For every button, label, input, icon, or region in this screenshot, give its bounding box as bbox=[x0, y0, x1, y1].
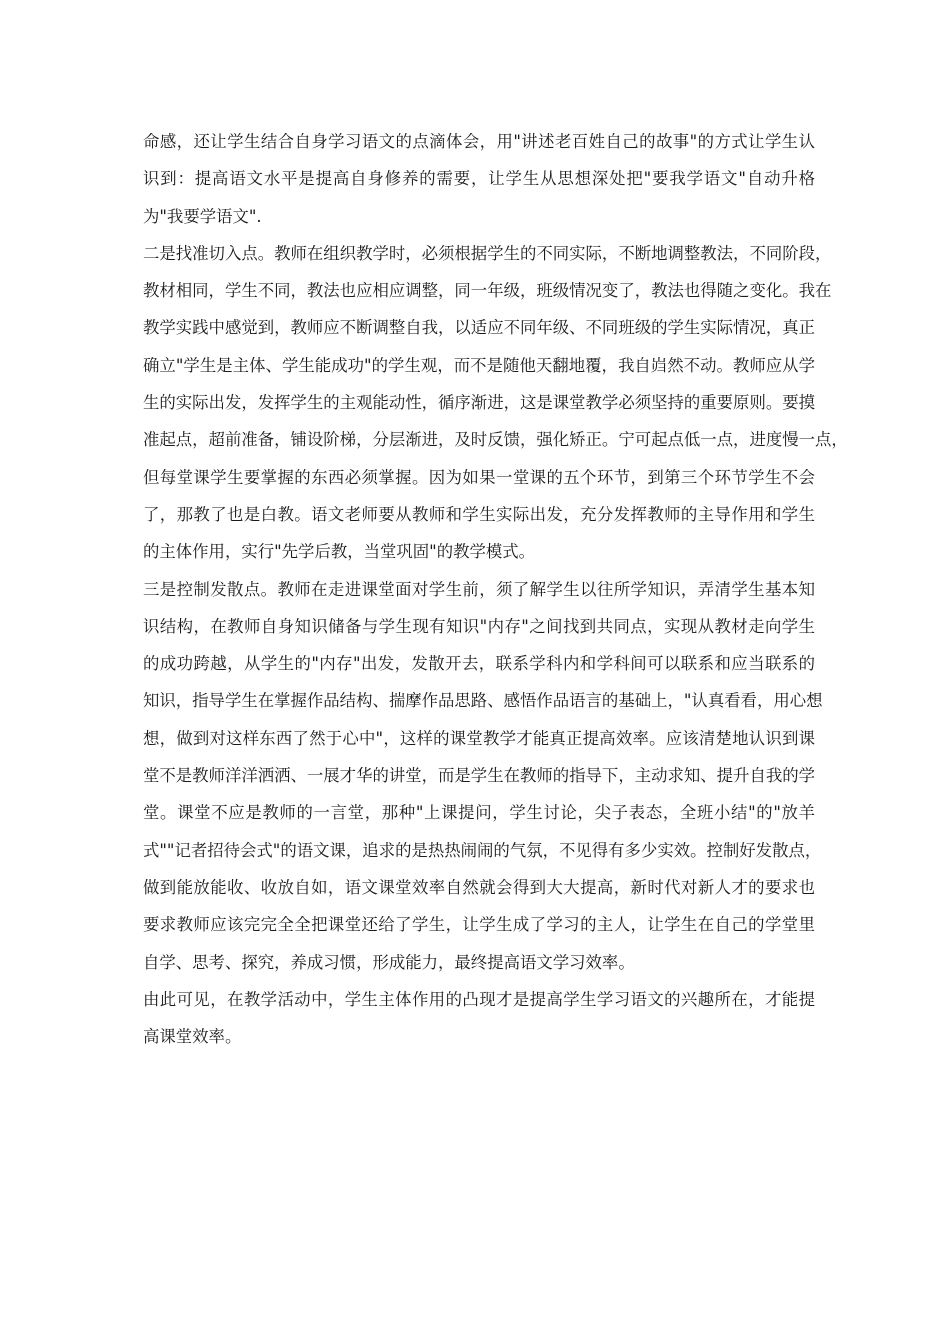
paragraph-divergence-point bbox=[143, 571, 823, 981]
paragraph-entry-point bbox=[143, 235, 848, 571]
text-line: 由此可见，在教学活动中，学生主体作用的凸现才是提高学生学习语文的兴趣所在，才能提 bbox=[143, 989, 815, 1009]
text-line: 想，做到对这样东西了然于心中"，这样的课堂教学才能真正提高效率。应该清楚地认识到课 bbox=[143, 728, 815, 748]
text-line: 做到能放能收、收放自如，语文课堂效率自然就会得到大大提高，新时代对新人才的要求也 bbox=[143, 877, 815, 897]
text-line: 生的实际出发，发挥学生的主观能动性，循序渐进，这是课堂教学必须坚持的重要原则。要摸 bbox=[143, 393, 816, 413]
text-line: 高课堂效率。 bbox=[143, 1027, 242, 1047]
text-line: 的主体作用，实行"先学后教，当堂巩固"的教学模式。 bbox=[143, 542, 536, 562]
text-line: 知识，指导学生在掌握作品结构、揣摩作品思路、感悟作品语言的基础上，"认真看看，用心想 bbox=[143, 691, 823, 711]
paragraph-conclusion bbox=[143, 981, 815, 1056]
text-line: 命感，还让学生结合自身学习语文的点滴体会，用"讲述老百姓自己的故事"的方式让学生认 bbox=[143, 132, 815, 151]
text-line: 堂不是教师洋洋洒洒、一展才华的讲堂，而是学生在教师的指导下，主动求知、提升自我的学 bbox=[143, 766, 816, 786]
text-line: 教学实践中感觉到，教师应不断调整自我，以适应不同年级、不同班级的学生实际情况，真正 bbox=[143, 318, 816, 338]
text-line: 但每堂课学生要掌握的东西必须掌握。因为如果一堂课的五个环节，到第三个环节学生不会 bbox=[143, 467, 815, 487]
text-line: 堂。课堂不应是教师的一言堂，那种"上课提问，学生讨论，尖子表态，全班小结"的"放羊 bbox=[143, 803, 815, 823]
text-line: 要求教师应该完完全全把课堂还给了学生，让学生成了学习的主人，让学生在自己的学堂里 bbox=[143, 915, 815, 935]
text-line: 了，那教了也是白教。语文老师要从教师和学生实际出发，充分发挥教师的主导作用和学生 bbox=[143, 504, 815, 524]
text-line: 准起点，超前准备，铺设阶梯，分层渐进，及时反馈，强化矫正。宁可起点低一点，进度慢一点， bbox=[143, 430, 848, 450]
text-line: 识结构，在教师自身知识储备与学生现有知识"内存"之间找到共同点，实现从教材走向学生 bbox=[143, 616, 815, 636]
text-line: 三是控制发散点。教师在走进课堂面对学生前，须了解学生以往所学知识，弄清学生基本知 bbox=[143, 579, 815, 599]
text-line: 二是找准切入点。教师在组织教学时，必须根据学生的不同实际，不断地调整教法，不同阶段， bbox=[143, 243, 832, 263]
paragraph-intro-continuation bbox=[143, 123, 815, 235]
text-line: 自学、思考、探究，养成习惯，形成能力，最终提高语文学习效率。 bbox=[143, 952, 635, 972]
text-line: 确立"学生是主体、学生能成功"的学生观，而不是随他天翻地覆，我自岿然不动。教师应从学 bbox=[143, 355, 815, 375]
document-body bbox=[143, 123, 848, 1055]
text-line: 为"我要学语文". bbox=[143, 206, 262, 226]
text-line: 教材相同，学生不同，教法也应相应调整，同一年级，班级情况变了，教法也得随之变化。我在 bbox=[143, 281, 832, 301]
text-line: 识到：提高语文水平是提高自身修养的需要，让学生从思想深处把"要我学语文"自动升格 bbox=[143, 169, 815, 189]
text-line: 的成功跨越，从学生的"内存"出发，发散开去，联系学科内和学科间可以联系和应当联系的 bbox=[143, 654, 815, 674]
text-line: 式""记者招待会式"的语文课，追求的是热热闹闹的气氛，不见得有多少实效。控制好发散点， bbox=[143, 840, 822, 860]
